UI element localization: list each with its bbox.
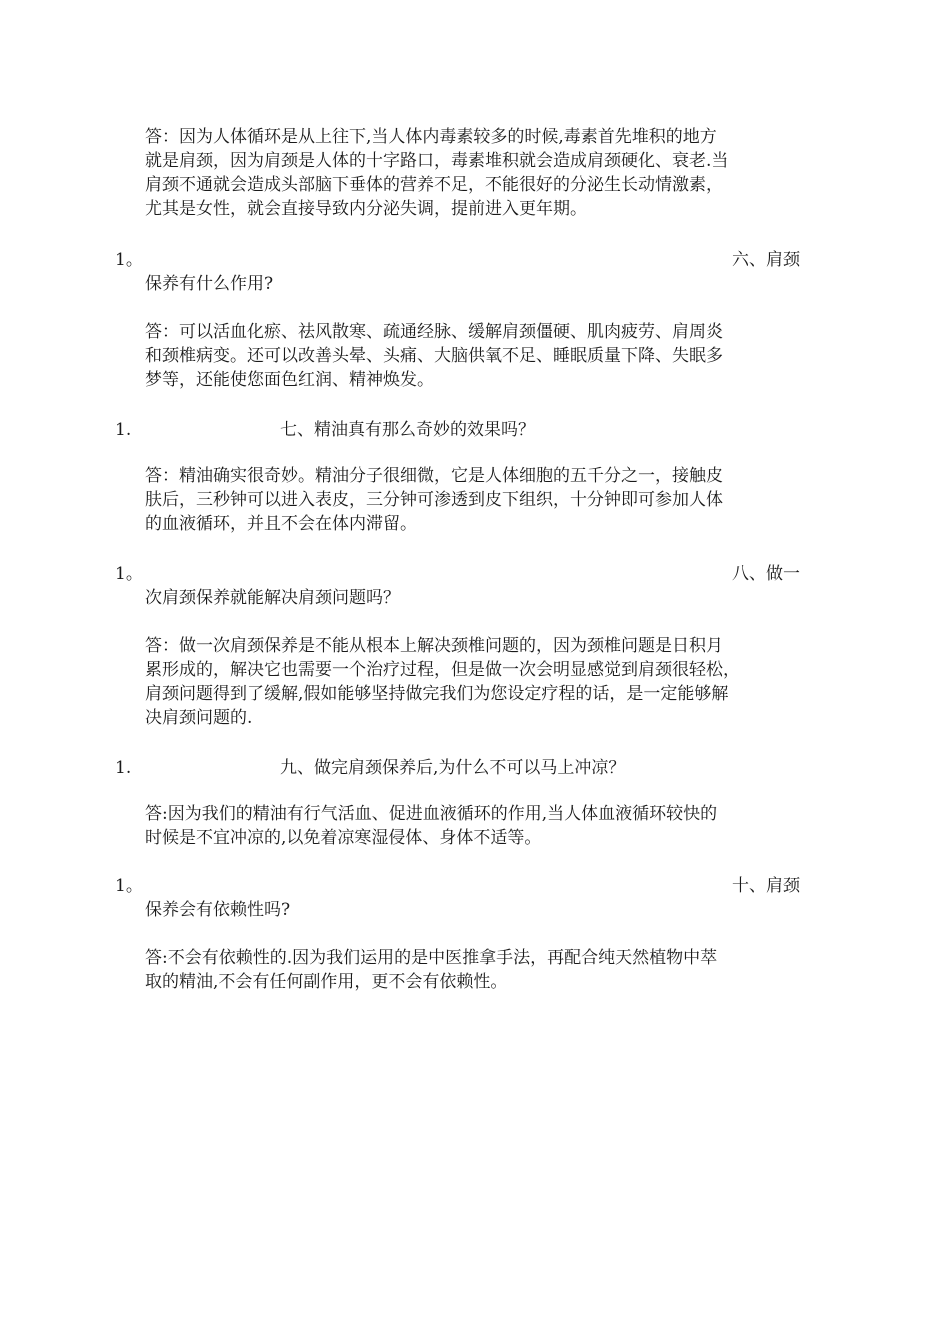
question-9-number: 1.	[115, 758, 132, 778]
question-6-continuation: 保养有什么作用?	[145, 274, 274, 294]
question-6-heading: 六、肩颈	[732, 250, 800, 270]
answer-7-paragraph	[145, 464, 810, 536]
answer-5-line-3: 肩颈不通就会造成头部脑下垂体的营养不足，不能很好的分泌生长动情激素，	[145, 175, 723, 195]
answer-9-line-2: 时候是不宜冲凉的,以免着凉寒湿侵体、身体不适等。	[145, 828, 542, 848]
question-10-number: 1。	[115, 876, 143, 896]
answer-10-line-1: 答:不会有依赖性的.因为我们运用的是中医推拿手法，再配合纯天然植物中萃	[145, 948, 718, 968]
answer-8-paragraph	[145, 634, 810, 730]
answer-10-line-2: 取的精油,不会有任何副作用，更不会有依赖性。	[145, 972, 508, 992]
question-10-continuation: 保养会有依赖性吗?	[145, 900, 291, 920]
answer-6-line-2: 和颈椎病变。还可以改善头晕、头痛、大脑供氧不足、睡眠质量下降、失眠多	[145, 346, 723, 366]
question-7-heading: 七、精油真有那么奇妙的效果吗？	[280, 420, 535, 440]
answer-5-line-4: 尤其是女性，就会直接导致内分泌失调，提前进入更年期。	[145, 199, 587, 219]
question-8-continuation: 次肩颈保养就能解决肩颈问题吗？	[145, 588, 400, 608]
question-7-number: 1.	[115, 420, 132, 440]
question-6-number: 1。	[115, 250, 143, 270]
answer-8-line-2: 累形成的，解决它也需要一个治疗过程，但是做一次会明显感觉到肩颈很轻松，	[145, 660, 740, 680]
answer-6-line-3: 梦等，还能使您面色红润、精神焕发。	[145, 370, 434, 390]
answer-9-paragraph	[145, 802, 810, 850]
answer-10-paragraph	[145, 946, 810, 994]
answer-5-line-2: 就是肩颈，因为肩颈是人体的十字路口，毒素堆积就会造成肩颈硬化、衰老.当	[145, 151, 729, 171]
answer-8-line-4: 决肩颈问题的.	[145, 708, 253, 728]
answer-5-paragraph	[145, 125, 810, 221]
answer-5-line-1: 答：因为人体循环是从上往下,当人体内毒素较多的时候,毒素首先堆积的地方	[145, 127, 717, 147]
answer-7-line-1: 答：精油确实很奇妙。精油分子很细微，它是人体细胞的五千分之一，接触皮	[145, 466, 723, 486]
answer-8-line-1: 答：做一次肩颈保养是不能从根本上解决颈椎问题的，因为颈椎问题是日积月	[145, 636, 723, 656]
question-10-heading: 十、肩颈	[732, 876, 800, 896]
question-8-heading: 八、做一	[732, 564, 800, 584]
question-9-heading: 九、做完肩颈保养后,为什么不可以马上冲凉？	[280, 758, 626, 778]
answer-6-paragraph	[145, 320, 810, 392]
answer-6-line-1: 答：可以活血化瘀、祛风散寒、疏通经脉、缓解肩颈僵硬、肌肉疲劳、肩周炎	[145, 322, 723, 342]
question-8-number: 1。	[115, 564, 143, 584]
answer-8-line-3: 肩颈问题得到了缓解,假如能够坚持做完我们为您设定疗程的话，是一定能够解	[145, 684, 729, 704]
answer-7-line-2: 肤后，三秒钟可以进入表皮，三分钟可渗透到皮下组织，十分钟即可参加人体	[145, 490, 723, 510]
answer-9-line-1: 答:因为我们的精油有行气活血、促进血液循环的作用,当人体血液循环较快的	[145, 804, 718, 824]
answer-7-line-3: 的血液循环，并且不会在体内滞留。	[145, 514, 417, 534]
